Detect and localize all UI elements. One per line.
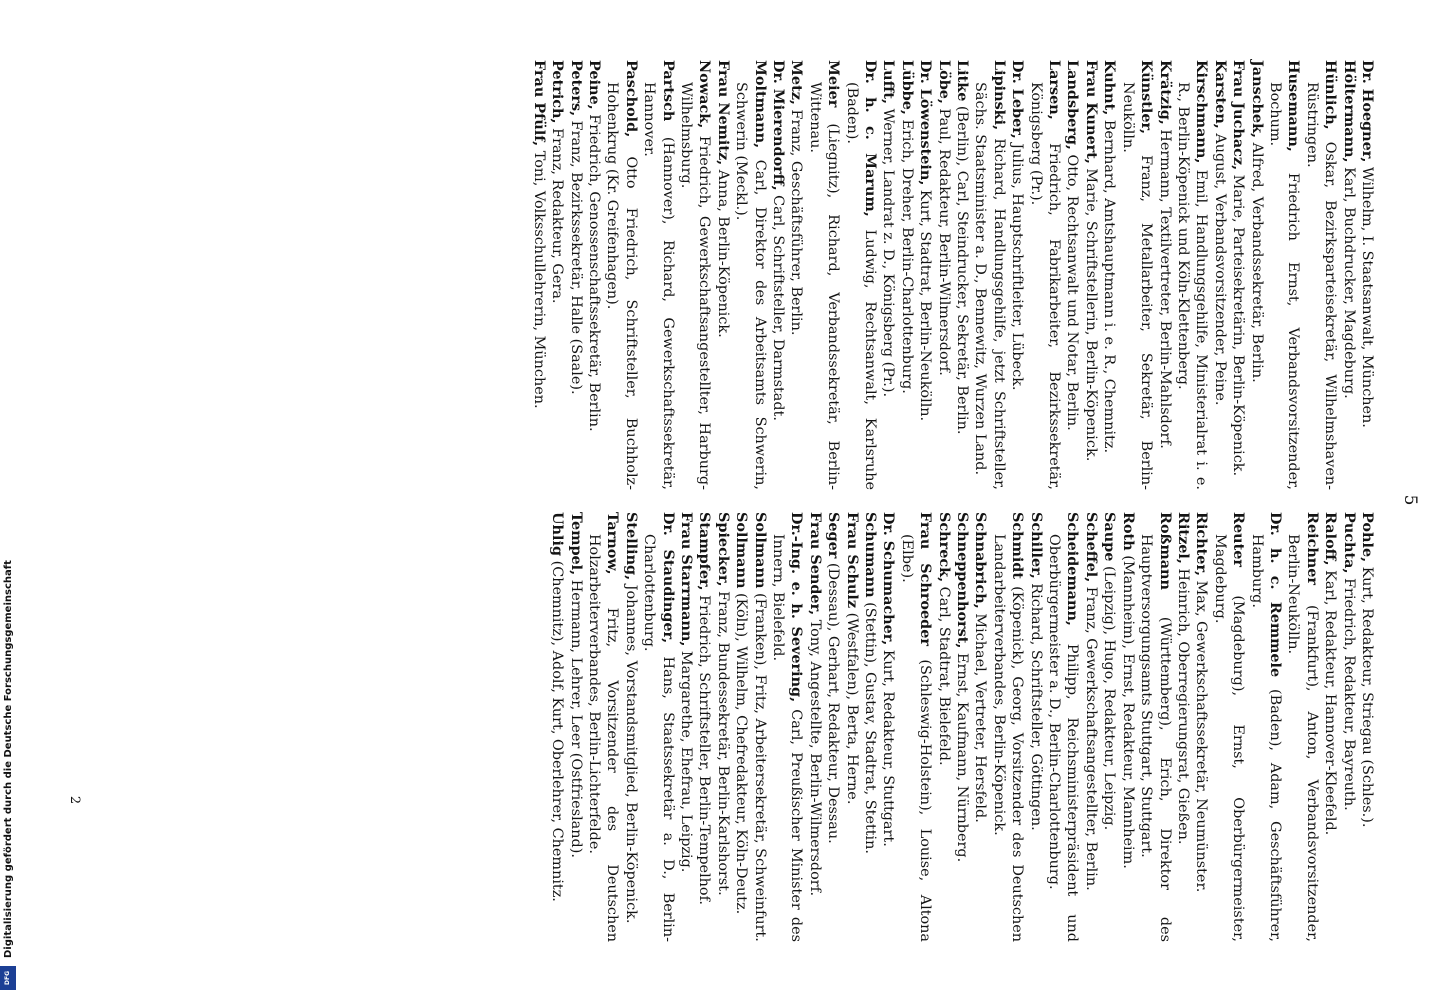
entry-name: Dr. Staudinger, [659,512,677,644]
register-entry [566,60,584,490]
register-entry [1082,512,1100,942]
entry-name: Frau Schroeder [917,512,935,646]
register-entry [971,60,1008,490]
entry-name: Janschek, [1248,60,1266,139]
register-entry [842,60,879,490]
entry-name: Hünlich, [1322,60,1340,130]
register-entry [953,512,971,942]
register-entry [824,512,842,942]
register-entry [934,60,952,490]
entry-name: Künstler, [1138,60,1156,135]
entry-name: Löbe, [935,60,953,104]
register-entry [1284,512,1321,942]
entry-name: Paschold, [622,60,640,138]
register-entry [640,512,677,942]
entry-details: Carl, Schriftsteller, Darmstadt. [770,190,786,421]
entry-details: Ludwig, Rechtsanwalt, Karlsruhe (Baden). [843,82,879,490]
entry-name: Dr. h. c. Remmele [1266,512,1284,678]
register-entry [1321,512,1339,942]
signature-mark: 2 [67,795,82,805]
entry-name: Meier [825,60,843,108]
register-entry [769,512,806,942]
register-entry [603,60,640,490]
entry-name: Reuter [1230,512,1248,567]
page-number: 5 [1400,494,1420,506]
right-name-column [548,512,1376,942]
register-entry [548,512,566,942]
entry-details: Franz, Redakteur, Gera. [549,123,566,304]
register-entry [732,512,750,942]
entry-name: Kirschmann, [1193,60,1211,164]
entry-name: Peters, [567,60,585,117]
entry-details: (Baden), Adam, Geschäftsführer, Hamburg. [1248,534,1283,943]
register-entry [1008,60,1026,490]
register-entry [566,512,584,942]
register-entry [897,512,934,942]
entry-details: Friedrich, Schriftsteller, Berlin-Tempelhof. [696,590,713,905]
register-entry [732,60,769,490]
register-entry [1045,512,1082,942]
entry-name: Frau Pfülf, [530,60,548,147]
entry-details: (Mannheim), Ernst, Redakteur, Mannheim. [1119,550,1136,869]
entry-name: Dr. Hoegner, [1359,60,1376,163]
entry-details: Franz, Gewerkschaftsangestellter, Berlin. [1082,582,1099,891]
register-entry [529,60,547,490]
entry-details: Hermann, Lehrer, Leer (Ostfriesland). [567,575,584,858]
entry-name: Lufft, [880,60,898,105]
entry-name: Partsch [659,60,677,122]
register-entry [879,60,897,490]
register-entry [713,60,731,490]
entry-details: Anna, Berlin-Köpenick. [714,165,731,338]
entry-details: Franz, Bezirkssekretär, Halle (Saale). [567,116,584,395]
entry-name: Schumann [862,512,880,598]
register-entry [1155,60,1173,490]
entry-name: Sollmann [733,512,751,589]
entry-details: Margarethe, Ehefrau, Leipzig. [677,646,694,873]
entry-name: Raloff, [1322,512,1340,566]
entry-name: Schmidt [1009,512,1027,580]
entry-name: Litke [954,60,972,102]
entry-name: Höltermann, [1340,60,1358,163]
register-entry [861,512,879,942]
register-entry [1100,60,1118,490]
entry-name: Tarnow, [604,512,622,575]
entry-details: Karl, Buchdrucker, Magdeburg. [1340,162,1357,399]
entry-details: Philipp, Reichsministerpräsident und Oberbürgermeister a. D., Berlin-Charlottenburg. [1046,534,1081,942]
register-entry [1266,60,1303,490]
register-entry [916,60,934,490]
entry-details: Bernhard, Amtshauptmann i. e. R., Chemnitz. [1101,115,1118,454]
entry-details: Toni, Volksschullehrerin, München. [530,146,547,409]
register-entry [750,512,768,942]
entry-name: Dr. Löwenstein, [917,60,935,186]
register-entry [1137,512,1174,942]
register-entry [621,512,639,942]
entry-details: Ernst, Kaufmann, Nürnberg. [954,648,971,863]
digitization-note: Digitalisierung gefördert durch die Deutsche Forschungsgemeinschaft [3,560,14,958]
register-entry [805,512,823,942]
entry-name: Nowack, [696,60,714,129]
entry-details: Fritz, Vorsitzender des Deutschen Holzarbeiterverbandes, Berlin-Lichterfelde. [585,534,621,942]
entry-name: Uhlig [549,512,567,557]
dfg-logo [0,966,16,990]
entry-name: Karsten, [1211,60,1229,129]
entry-details: Tony, Angestellte, Berlin-Wilmersdorf. [806,615,823,897]
entry-name: Krätzig, [1156,60,1174,125]
register-entry [1247,512,1284,942]
entry-details: August, Verbandsvorsitzender, Peine. [1211,128,1228,406]
entry-details: Max, Gewerkschaftssekretär, Neumünster. [1193,576,1210,893]
entry-details: Alfred, Verbandssekretär, Berlin. [1248,138,1265,383]
entry-name: Frau Juchacz, [1230,60,1248,171]
left-name-column [529,60,1376,490]
entry-name: Ritzel, [1174,512,1192,564]
entry-details: Otto, Rechtsanwalt und Notar, Berlin. [1064,149,1081,431]
register-entry [1192,512,1210,942]
entry-details: (Dessau), Gerhart, Redakteur, Dessau. [825,558,842,844]
entry-details: (Schleswig-Holstein), Louise, Altona (Elbe). [898,534,934,942]
entry-details: Johannes, Vorstandsmitglied, Berlin-Köpenick. [622,580,639,924]
register-entry [1229,60,1247,490]
register-entry [677,512,695,942]
entry-name: Dr. h. c. Marum, [862,60,880,217]
entry-name: Lübbe, [898,60,916,115]
register-entry [1118,60,1155,490]
entry-name: Petrich, [549,60,567,124]
entry-details: Richard, Schriftsteller, Göttingen. [1027,578,1044,831]
entry-name: Scheidemann, [1064,512,1082,626]
entry-name: Dr. Schumacher, [880,512,898,646]
entry-name: Kuhnt, [1101,60,1119,116]
entry-name: Peine, [585,60,603,110]
entry-name: Dr.-Ing. e. h. Severing, [788,512,806,703]
register-entry [1302,60,1339,490]
entry-name: Frau Starrmann, [677,512,695,647]
entry-name: Moltmann, [751,60,769,149]
entry-details: (Franken), Fritz, Arbeitersekretär, Schweinfurt. [751,588,768,942]
entry-details: Heinrich, Oberregierungsrat, Gießen. [1174,563,1191,845]
entry-details: Kurt, Stadtrat, Berlin-Neukölln. [917,185,934,422]
register-entry [1339,512,1357,942]
register-entry [585,512,622,942]
register-entry [1210,60,1228,490]
entry-details: (Köln), Wilhelm, Chefredakteur, Köln-Deutz. [733,588,750,915]
register-entry [695,512,713,942]
register-entry [879,512,897,942]
entry-details: Erich, Dreher, Berlin-Charlottenburg. [898,114,915,394]
entry-details: Paul, Redakteur, Berlin-Wilmersdorf. [935,103,952,376]
entry-details: Hermann, Textilvertreter, Berlin-Mahlsdorf. [1156,124,1173,449]
entry-details: (Stettin), Gustav, Stadtrat, Stettin. [862,597,879,854]
entry-name: Reichner [1303,512,1321,586]
entry-details: Friedrich, Gewerkschaftsangestellter, Harburg-Wilhelmsburg. [677,82,713,490]
entry-details: (Hannover), Richard, Gewerkschaftssekretär, Hannover. [641,82,676,490]
register-entry [548,60,566,490]
entry-name: Saupe [1101,512,1119,562]
entry-name: Sollmann [751,512,769,589]
entry-details: Kurt, Redakteur, Stuttgart. [880,645,897,847]
register-entry [713,512,731,942]
entry-details: Werner, Landrat z. D., Königsberg (Pr.). [880,104,897,398]
entry-name: Pohle, [1359,512,1376,563]
entry-details: (Köpenick), Georg, Vorsitzender des Deutschen Landarbeiterverbandes, Berlin-Köpenick. [990,534,1026,942]
entry-details: Otto Friedrich, Schriftsteller, Buchholz-Hohenkrug (Kr. Greifenhagen). [604,82,639,490]
entry-details: Franz, Bundessekretär, Berlin-Karlshorst. [714,586,731,896]
register-entry [1174,60,1211,490]
entry-name: Schreck, [935,512,953,583]
entry-name: Spiecker, [714,512,732,587]
entry-name: Husemann, [1285,60,1303,152]
entry-name: Roth [1119,512,1137,551]
entry-name: Puchta, [1340,512,1358,574]
entry-details: Carl, Preußischer Minister des Innern, Bielefeld. [770,534,805,943]
entry-details: (Leipzig), Hugo, Redakteur, Leipzig. [1101,561,1118,831]
entry-name: Landsberg, [1064,60,1082,150]
entry-details: Wilhelm, I. Staatsanwalt, München. [1359,162,1375,428]
entry-name: Metz, [788,60,806,105]
entry-name: Frau Sender, [806,512,824,616]
register-entry [677,60,714,490]
entry-name: Seger [825,512,843,559]
entry-details: Richard, Handlungsgehilfe, jetzt Schriftsteller, Sächs. Staatsminister a. D., Bennewitz, Wurzen Land. [972,82,1007,490]
entry-details: (Frankfurt), Anton, Verbandsvorsitzender, Berlin-Neukölln. [1285,534,1320,942]
entry-name: Schiller, [1027,512,1045,579]
entry-details: Julius, Hauptschriftleiter, Lübeck. [1009,138,1026,391]
register-entry [1026,60,1063,490]
register-entry [934,512,952,942]
entry-name: Stelling, [622,512,640,581]
entry-details: Friedrich Ernst, Verbandsvorsitzender, Bochum. [1266,82,1302,490]
register-entry [1174,512,1192,942]
entry-details: Friedrich, Redakteur, Bayreuth. [1340,573,1357,811]
register-entry [953,60,971,490]
entry-name: Richter, [1193,512,1211,576]
dfg-logo-text: DFG [0,966,16,990]
entry-details: (Magdeburg), Ernst, Oberbürgermeister, Magdeburg. [1211,534,1247,942]
entry-details: Friedrich, Genossenschaftssekretär, Berlin. [585,109,602,432]
entry-details: Carl, Direktor des Arbeitsamts Schwerin, Schwerin (Meckl.). [733,82,768,490]
register-entry [1026,512,1044,942]
register-entry [989,512,1026,942]
register-entry [787,60,805,490]
entry-details: Friedrich, Fabrikarbeiter, Bezirkssekretär, Königsberg (Pr.). [1027,82,1063,490]
entry-details: Franz, Metallarbeiter, Sekretär, Berlin-Neukölln. [1119,82,1155,490]
entry-details: Hans, Staatssekretär a. D., Berlin-Charlottenburg. [641,534,676,943]
register-entry [640,60,677,490]
entry-name: Frau Kunert, [1082,60,1100,164]
entry-name: Schneppenhorst, [954,512,972,649]
entry-details: Carl, Stadtrat, Bielefeld. [935,582,952,766]
entry-details: (Westfalen), Berta, Herne. [843,608,860,805]
entry-details: Marie, Schriftstellerin, Berlin-Köpenick. [1082,163,1099,462]
entry-name: Roßmann [1156,512,1174,590]
register-entry [1082,60,1100,490]
entry-name: Tempel, [567,512,585,576]
entry-details: Oskar, Bezirksparteisekretär, Wilhelmshaven-Rüstringen. [1303,82,1339,490]
register-entry [1358,512,1376,942]
entry-name: Dr. Leber, [1009,60,1027,139]
register-entry [805,60,842,490]
entry-details: (Liegnitz), Richard, Verbandssekretär, Berlin-Wittenau. [806,82,842,490]
entry-name: Larsen, [1046,60,1064,120]
register-entry [1118,512,1136,942]
entry-details: Michael, Vertreter, Hersfeld. [972,608,989,823]
register-entry [1100,512,1118,942]
register-entry [1210,512,1247,942]
entry-details: Marie, Parteisekretärin, Berlin-Köpenick. [1230,170,1247,477]
entry-details: Kurt, Redakteur, Striegau (Schles.). [1359,562,1375,828]
register-entry [585,60,603,490]
register-entry [1247,60,1265,490]
entry-name: Schnabrich, [972,512,990,609]
register-entry [1358,60,1376,490]
entry-name: Scheffel, [1082,512,1100,583]
entry-details: (Chemnitz), Adolf, Kurt, Oberlehrer, Chemnitz. [549,556,566,902]
entry-details: (Berlin), Carl, Steindrucker, Sekretär, Berlin. [954,101,971,435]
register-entry [897,60,915,490]
register-entry [842,512,860,942]
entry-name: Frau Schulz [843,512,861,609]
entry-name: Frau Nemitz, [714,60,732,166]
entry-details: Karl, Redakteur, Hannover-Kleefeld. [1322,565,1339,836]
entry-name: Lipinski, [990,60,1008,131]
register-entry [971,512,989,942]
entry-name: Stampfer, [696,512,714,591]
register-entry [769,60,787,490]
entry-details: Emil, Handlungsgehilfe, Ministerialrat i. e. R., Berlin-Köpenick und Köln-Klettenberg. [1174,82,1210,490]
entry-details: (Württemberg), Erich, Direktor des Hauptversorgungsamts Stuttgart, Stuttgart. [1138,534,1173,942]
register-entry [1063,60,1081,490]
entry-name: Dr. Mierendorff, [770,60,787,191]
register-entry [1339,60,1357,490]
entry-details: Franz, Geschäftsführer, Berlin. [788,104,805,336]
